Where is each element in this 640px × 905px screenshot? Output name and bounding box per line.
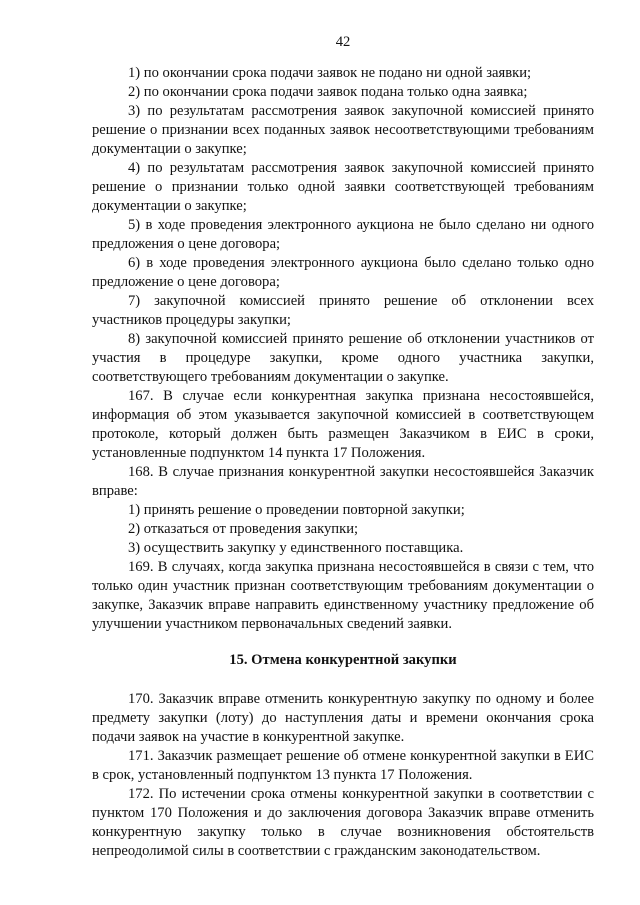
paragraph: 1) по окончании срока подачи заявок не подано ни одной заявки; — [128, 65, 532, 81]
paragraph: 1) принять решение о проведении повторной закупки; — [128, 502, 465, 518]
page-number: 42 — [335, 34, 351, 50]
paragraph: 3) по результатам рассмотрения заявок закупочной комиссией принято решение о признании всех поданных заявок несоответствующими требованиям документации о закупке; — [92, 103, 594, 157]
paragraph: 6) в ходе проведения электронного аукциона было сделано только одно предложение о цене договора; — [92, 255, 594, 290]
paragraph: 169. В случаях, когда закупка признана несостоявшейся в связи с тем, что только один участник признан соответствующим требованиям документации о закупке, Заказчик вправе направить единственному участнику предложение об улучшении участником первоначальных сведений заявки. — [92, 559, 594, 632]
paragraphs-after-section — [92, 690, 594, 861]
paragraph: 167. В случае если конкурентная закупка признана несостоявшейся, информация об этом указывается закупочной комиссией в соответствующем протоколе, который должен быть размещен Заказчиком в ЕИС в сроки, установленные подпунктом 14 пункта 17 Положения. — [92, 388, 594, 461]
paragraph: 172. По истечении срока отмены конкурентной закупки в соответствии с пунктом 170 Положения и до заключения договора Заказчик вправе отменить конкурентную закупку только в случае возникновения обстоятельств непреодолимой силы в соответствии с гражданским законодательством. — [92, 786, 594, 859]
paragraph: 3) осуществить закупку у единственного поставщика. — [128, 540, 464, 556]
paragraphs-before-section — [92, 64, 594, 634]
section-heading: 15. Отмена конкурентной закупки — [229, 652, 457, 668]
paragraph: 5) в ходе проведения электронного аукциона не было сделано ни одного предложения о цене договора; — [92, 217, 594, 252]
paragraph: 2) отказаться от проведения закупки; — [128, 521, 359, 537]
paragraph: 2) по окончании срока подачи заявок подана только одна заявка; — [128, 84, 528, 100]
paragraph: 4) по результатам рассмотрения заявок закупочной комиссией принято решение о признании только одной заявки соответствующей требованиям документации о закупке; — [92, 160, 594, 214]
paragraph: 7) закупочной комиссией принято решение об отклонении всех участников процедуры закупки; — [92, 293, 594, 328]
paragraph: 171. Заказчик размещает решение об отмене конкурентной закупки в ЕИС в срок, установленный подпунктом 13 пункта 17 Положения. — [92, 748, 594, 783]
paragraph: 8) закупочной комиссией принято решение об отклонении участников от участия в процедуре закупки, кроме одного участника закупки, соответствующего требованиям документации о закупке. — [92, 331, 594, 385]
paragraph: 170. Заказчик вправе отменить конкурентную закупку по одному и более предмету закупки (лоту) до наступления даты и времени окончания срока подачи заявок на участие в конкурентной закупке. — [92, 691, 594, 745]
paragraph: 168. В случае признания конкурентной закупки несостоявшейся Заказчик вправе: — [92, 464, 594, 499]
